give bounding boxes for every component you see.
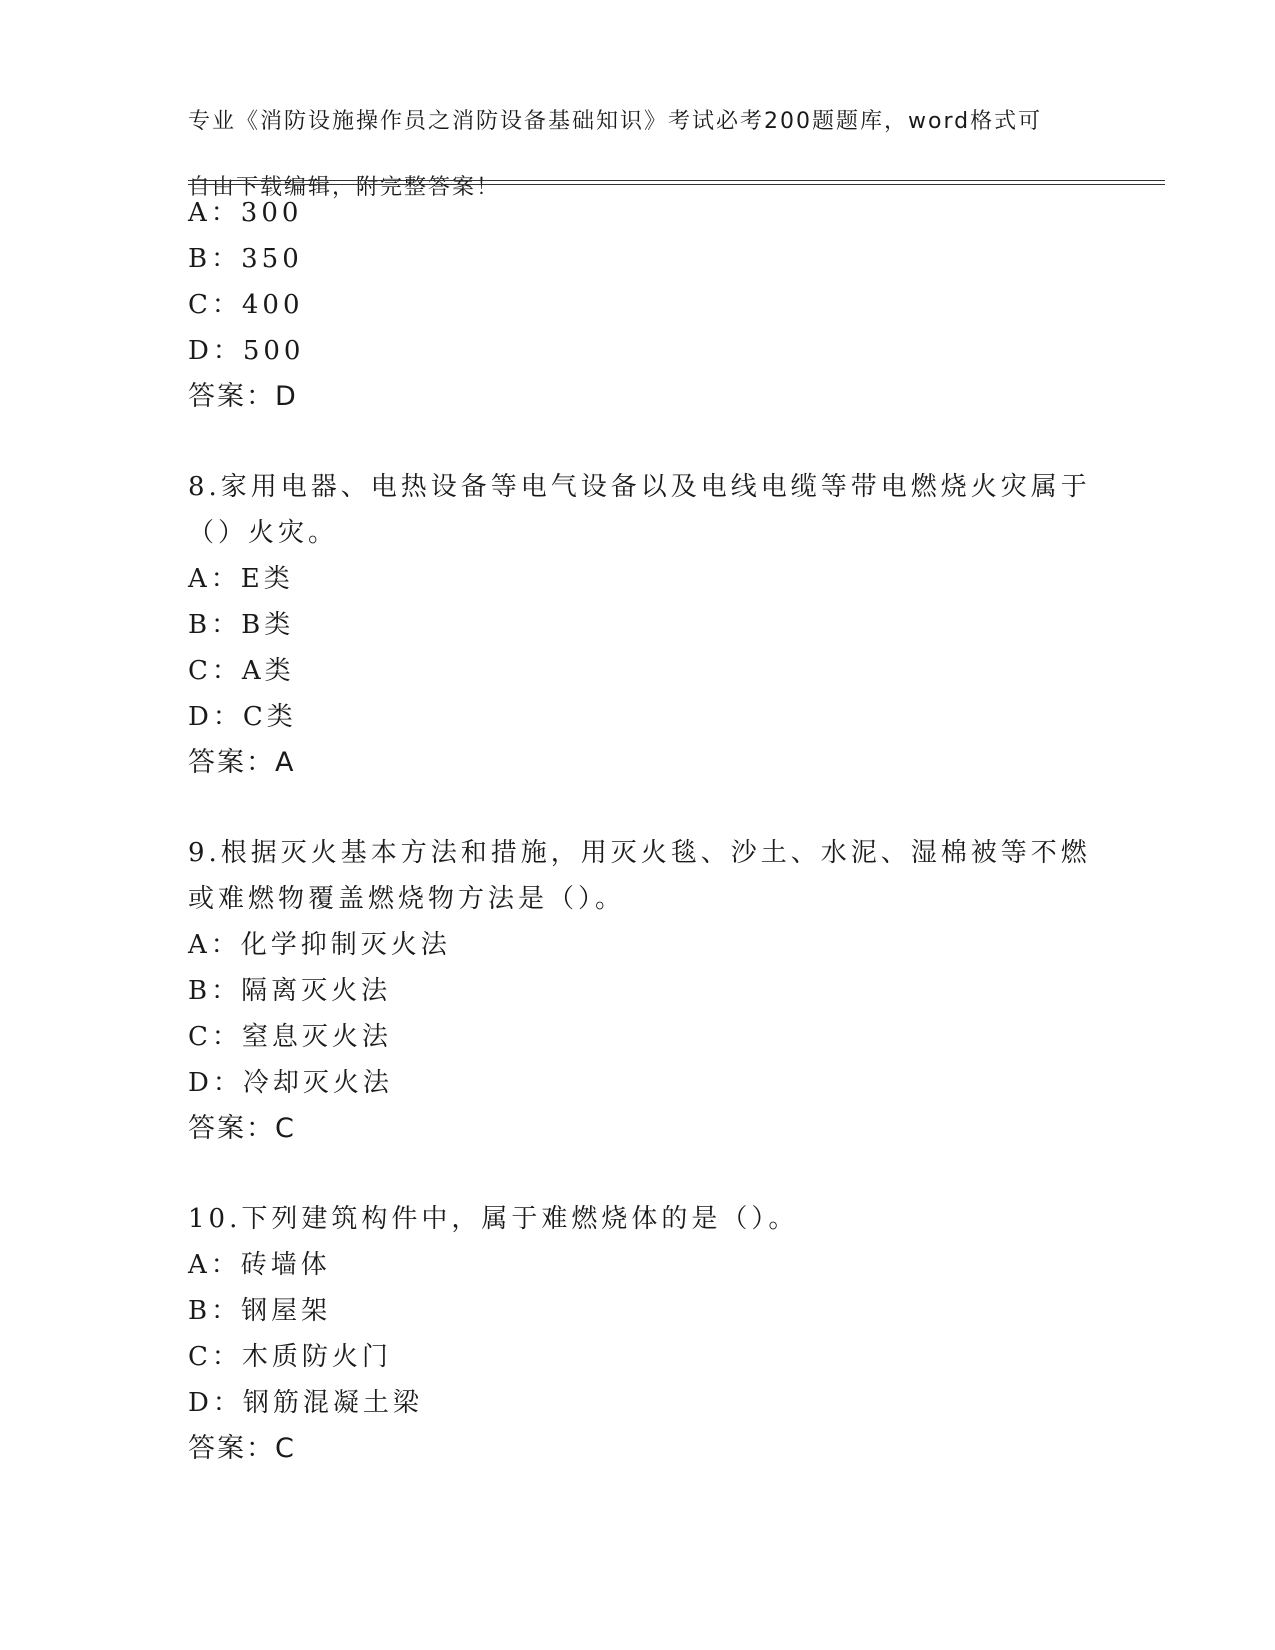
option-a: A：化学抑制灭火法 (188, 930, 451, 960)
header-line-2: 自由下载编辑，附完整答案！ (188, 175, 501, 200)
answer-line: 答案：D (188, 381, 298, 412)
question-text-line-1: 10.下列建筑构件中，属于难燃烧体的是（）。 (188, 1204, 799, 1234)
option-b: B：隔离灭火法 (188, 976, 392, 1006)
question-block-7 (188, 190, 1088, 420)
option-d: D：500 (188, 336, 305, 366)
question-block-9 (188, 830, 1091, 1152)
question-text-line-2: 或难燃物覆盖燃烧物方法是（）。 (188, 884, 626, 914)
spacer (188, 1152, 1088, 1196)
option-a: A：E类 (188, 564, 294, 594)
question-block-10 (188, 1196, 1088, 1472)
question-text-line-1: 9.根据灭火基本方法和措施，用灭火毯、沙土、水泥、湿棉被等不燃 (188, 838, 1091, 868)
option-c: C：400 (188, 290, 304, 320)
question-list (188, 190, 1091, 1472)
answer-line: 答案：C (188, 1433, 296, 1464)
answer-line: 答案：A (188, 747, 296, 778)
option-d: D：钢筋混凝土梁 (188, 1388, 423, 1418)
header-divider-bottom (188, 184, 1165, 185)
header-line-1: 专业《消防设施操作员之消防设备基础知识》考试必考200题题库，word格式可 (188, 109, 1043, 134)
option-a: A：300 (188, 198, 303, 228)
option-c: C：A类 (188, 656, 295, 686)
question-block-8 (188, 464, 1091, 786)
question-text-line-2: （）火灾。 (188, 518, 339, 548)
option-c: C：木质防火门 (188, 1342, 392, 1372)
option-c: C：窒息灭火法 (188, 1022, 392, 1052)
question-text-line-1: 8.家用电器、电热设备等电气设备以及电线电缆等带电燃烧火灾属于 (188, 472, 1091, 502)
answer-line: 答案：C (188, 1113, 296, 1144)
option-a: A：砖墙体 (188, 1250, 331, 1280)
option-b: B：钢屋架 (188, 1296, 332, 1326)
option-b: B：B类 (188, 610, 295, 640)
option-d: D：C类 (188, 702, 297, 732)
spacer (188, 420, 1088, 464)
header-divider-top (188, 180, 1165, 181)
option-b: B：350 (188, 244, 303, 274)
option-d: D：冷却灭火法 (188, 1068, 393, 1098)
spacer (188, 786, 1088, 830)
